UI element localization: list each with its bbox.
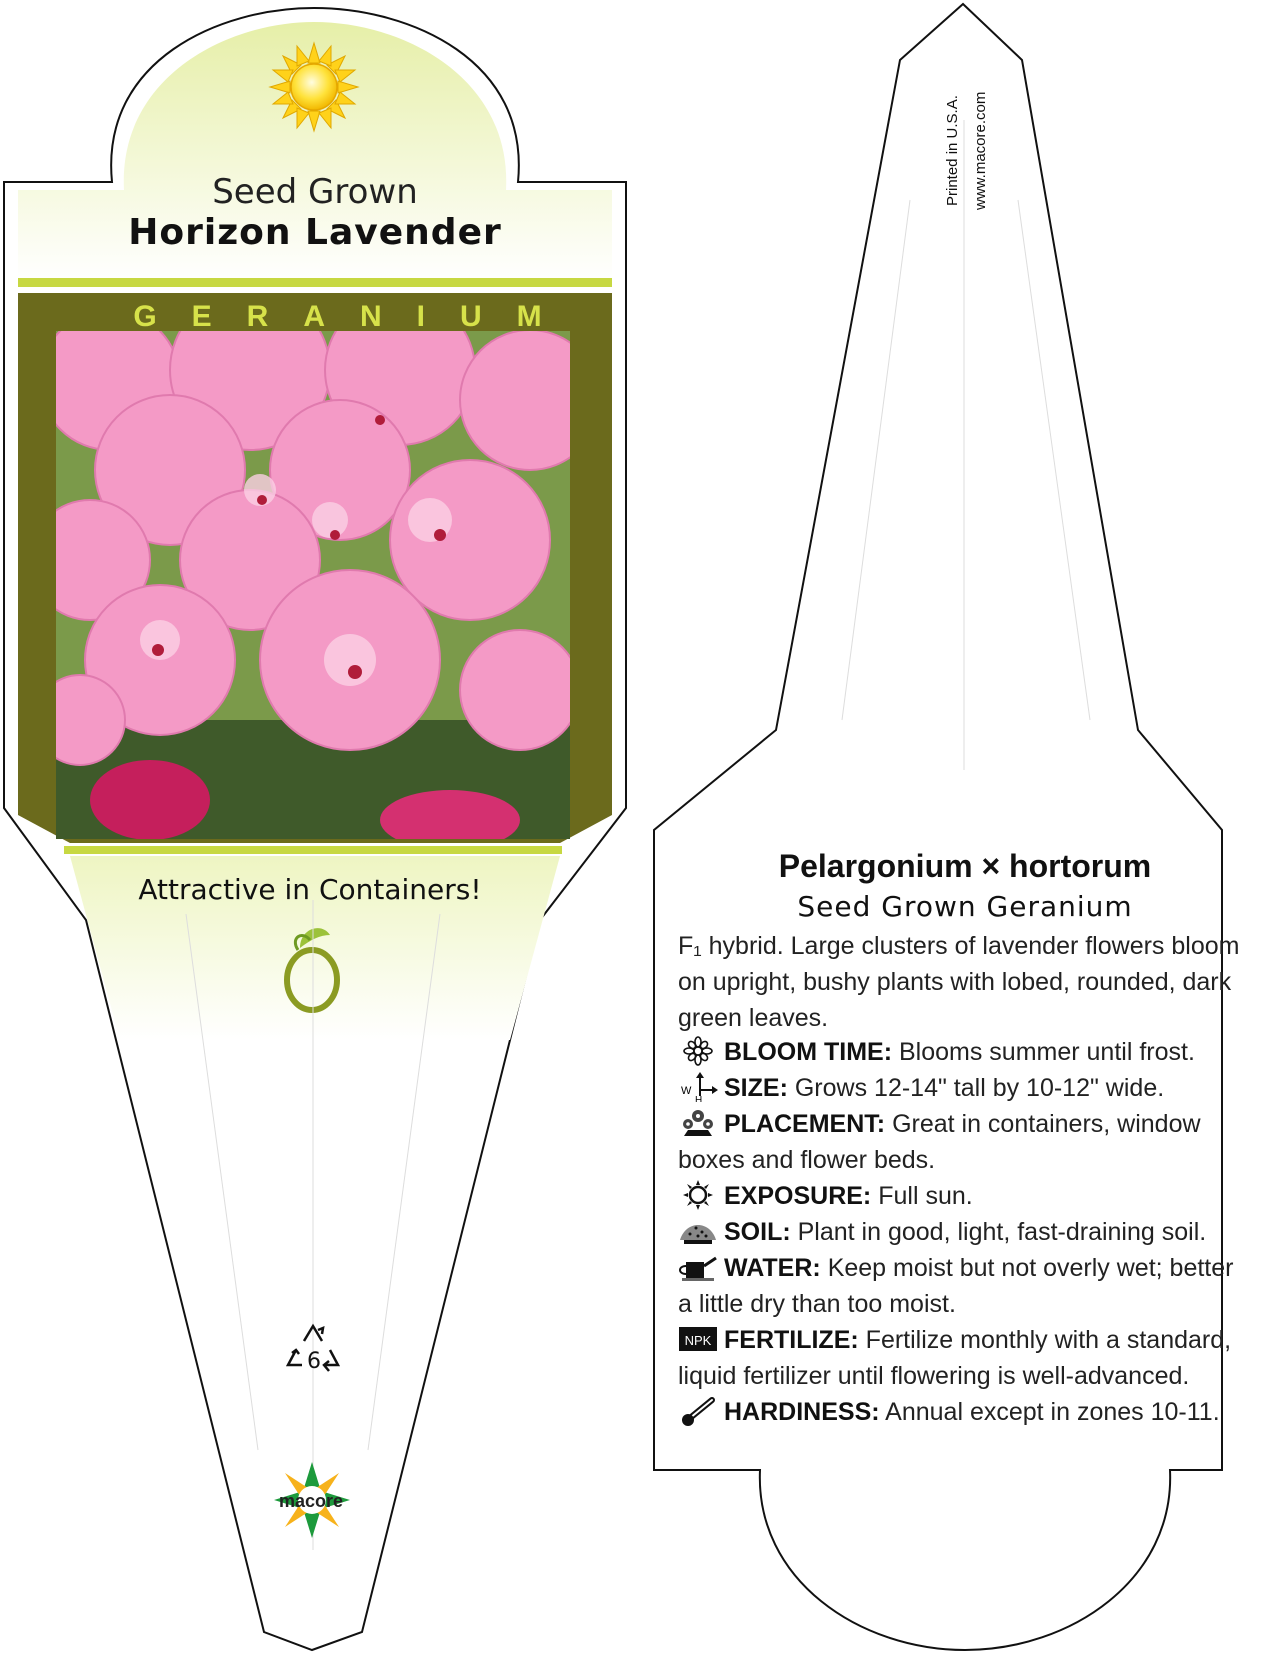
care-soil — [678, 1214, 1248, 1250]
care-label: BLOOM TIME: — [724, 1038, 893, 1066]
svg-text:W: W — [681, 1085, 692, 1097]
recycle-number: 6 — [307, 1349, 321, 1374]
care-fertilize — [678, 1322, 1248, 1394]
printed-in-usa: Printed in U.S.A. — [944, 95, 961, 206]
website: www.macore.com — [972, 91, 989, 210]
svg-text:H: H — [695, 1095, 703, 1102]
description: F₁ hybrid. Large clusters of lavender flowers bloom on upright, bushy plants with lobed, rounded, dark green leaves. — [678, 932, 1240, 1032]
npk-icon — [678, 1324, 718, 1352]
variety-name: Horizon Lavender — [128, 212, 502, 253]
flower-icon — [678, 1036, 718, 1064]
care-label: SOIL: — [724, 1218, 791, 1246]
care-text: Full sun. — [878, 1182, 973, 1210]
common-name: Seed Grown Geranium — [797, 890, 1133, 923]
care-text: Keep moist but not overly wet; better a little dry than too moist. — [678, 1254, 1234, 1318]
thermometer-icon — [678, 1396, 718, 1424]
soil-mound-icon — [678, 1216, 718, 1244]
care-text: Grows 12-14" tall by 10-12" wide. — [794, 1074, 1165, 1102]
genus-label: GERANIUM — [133, 300, 577, 333]
svg-text:NPK: NPK — [684, 1333, 712, 1348]
care-text: Plant in good, light, fast-draining soil. — [797, 1218, 1207, 1246]
care-exposure — [678, 1178, 1248, 1214]
variety-prefix: Seed Grown — [212, 172, 418, 212]
care-bloom-time — [678, 1034, 1248, 1070]
care-placement — [678, 1106, 1248, 1178]
sun-icon — [270, 43, 358, 131]
care-text: Blooms summer until frost. — [898, 1038, 1195, 1066]
flower-photo — [30, 290, 600, 850]
care-label: HARDINESS: — [724, 1398, 880, 1426]
care-text: Fertilize monthly with a standard, liquid fertilizer until flowering is well-advanced. — [678, 1326, 1232, 1390]
tagline: Attractive in Containers! — [138, 873, 482, 906]
scientific-name: Pelargonium × hortorum — [778, 848, 1152, 884]
size-arrows-icon — [678, 1072, 718, 1100]
care-label: WATER: — [724, 1254, 821, 1282]
care-label: PLACEMENT: — [724, 1110, 886, 1138]
watering-can-icon — [678, 1252, 718, 1280]
care-water — [678, 1250, 1248, 1322]
care-label: SIZE: — [724, 1074, 788, 1102]
brand-name: macore — [278, 1491, 344, 1511]
sun-outline-icon — [678, 1180, 718, 1208]
care-label: FERTILIZE: — [724, 1326, 859, 1354]
care-text: Annual except in zones 10-11. — [885, 1398, 1220, 1426]
placement-flowers-icon — [678, 1108, 718, 1136]
care-text: Great in containers, window boxes and flower beds. — [678, 1110, 1201, 1174]
care-hardiness — [678, 1394, 1248, 1430]
care-size — [678, 1070, 1248, 1106]
care-label: EXPOSURE: — [724, 1182, 872, 1210]
